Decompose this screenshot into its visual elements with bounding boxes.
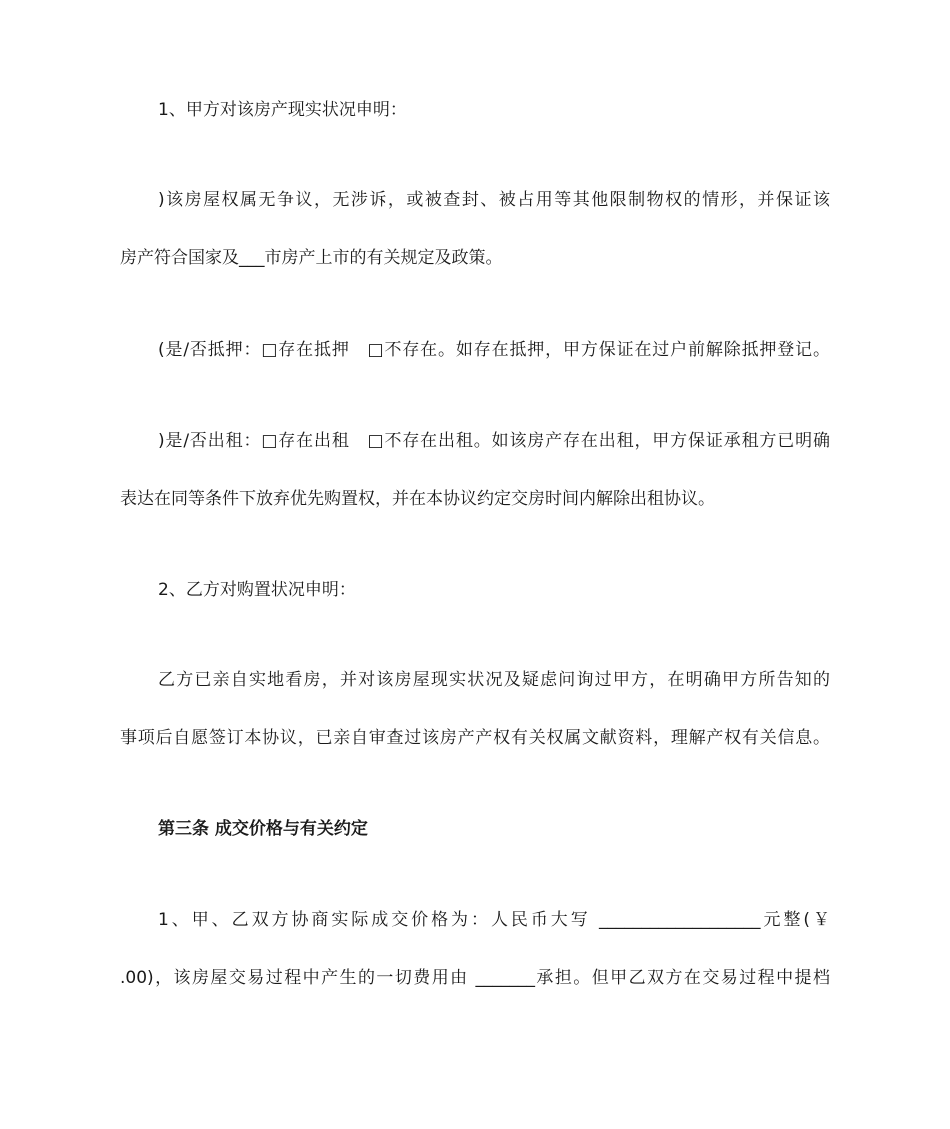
clause-seller-statement-heading: 1、甲方对该房产现实状况申明： xyxy=(158,100,407,120)
clause-lease-status-line1: )是/否出租：□存在出租 □不存在出租。如该房产存在出租，甲方保证承租方已明确 xyxy=(158,431,830,451)
clause-buyer-inspection-line1: 乙方已亲自实地看房，并对该房屋现实状况及疑虑问询过甲方，在明确甲方所告知的 xyxy=(158,670,830,690)
clause-buyer-statement-heading: 2、乙方对购置状况申明： xyxy=(158,580,356,600)
clause-lease-status-line2: 表达在同等条件下放弃优先购置权，并在本协议约定交房时间内解除出租协议。 xyxy=(120,489,715,509)
clause-price-line2: .00)，该房屋交易过程中产生的一切费用由 _______承担。但甲乙双方在交易过程中提档 xyxy=(120,968,830,988)
clause-mortgage-status: (是/否抵押：□存在抵押 □不存在。如存在抵押，甲方保证在过户前解除抵押登记。 xyxy=(158,340,830,360)
clause-price-line1: 1、甲、乙双方协商实际成交价格为：人民币大写 ___________________元整(￥ xyxy=(158,910,830,930)
clause-property-ownership-line2: 房产符合国家及___市房产上市的有关规定及政策。 xyxy=(120,248,503,268)
article-three-heading: 第三条 成交价格与有关约定 xyxy=(158,819,368,839)
clause-property-ownership-line1: )该房屋权属无争议，无涉诉，或被查封、被占用等其他限制物权的情形，并保证该 xyxy=(158,190,830,210)
clause-buyer-inspection-line2: 事项后自愿签订本协议，已亲自审查过该房产产权有关权属文献资料，理解产权有关信息。 xyxy=(120,728,830,748)
